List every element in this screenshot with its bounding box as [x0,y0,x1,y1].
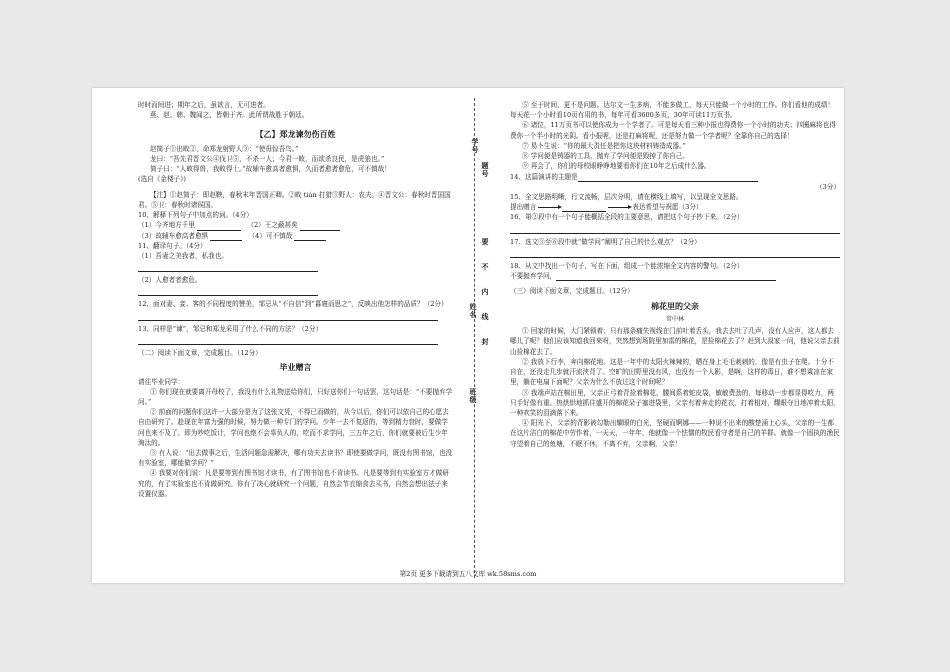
intro-line-1: 时时而间进；期年之后，虽欲言，无可进者。 [138,101,270,109]
essay1-para-4: ④ 我要对你们说：凡是要等到有图书馆才读书，有了图书馆也不肯读书。凡是要等到有实验室方才做研究的，有了实验室也不肯做研究。你有了决心就研究一个问题，自然会节衣缩食去买书，自然会想出法子来设置仪器。 [138,469,449,498]
essay2-para-1: ① 回家的时候，大门紧锁着；只有那条痛失视线在门前吐着舌头，我去去吐了几声，没有人应声，这人都去哪儿了呢？他们应该知道我回来呀，突然想到场院里加雷的棉花，是捡棉花去了？赶到大叔家一问，他说父亲去前山捡棉花去了。 [510,327,840,356]
q18-answer[interactable] [556,273,776,281]
yi-line-1: 赵简子①出畋②，命郑龙射野人③：“使毋惊吾鸟。” [150,144,299,153]
q10-answer-4[interactable] [294,233,326,241]
question-14: 14、这篇演讲的主题是 [510,172,840,182]
essay2-para-4: ④ 阳光下，父亲的背影被勾勒出耀眼的白光，坚硬而婀娜——一种说不出来的酸楚涌上心头，父亲的一生都在这片洁白的棉花中劳作着，一天天，一年年，他就像一个怯懦的牧民看守者是自己的羊群。就像一个固执的渔民守望着自己的鱼塘，不眠不休，不离不弃，父亲啊，父亲！ [510,419,840,448]
arrow-icon [538,207,560,208]
strip-label-feng: 封 [481,338,490,346]
strip-label-student-id: 学号 [471,138,480,154]
part-2-heading: （二）阅读下面文章，完成题目。（12分） [138,348,262,357]
strip-label-name: 姓名 [469,303,478,319]
q11-answer-line-2[interactable] [138,286,318,296]
q14-score: （3分） [816,182,840,191]
q10-item-1: （1）今齐地方千里 [138,221,195,230]
q12-answer-line[interactable] [138,311,438,321]
essay2-para-2: ② 我放下行李，奔向棉花地。这是一年中的太阳火辣辣的，晒在身上毛毛刺刺的，像是有虫子在爬。十分不自在，还没走几步就汗流浃背了。空旷的田野里没有风，也没有一个人影，是啊，这样的毒日，谁不想乘凉在家里，躺在电扇下面呢？父亲为什么不放过这个时间呢？ [510,357,835,387]
q18-answer-row: 不要抛弃学问， [510,271,840,281]
seal-line [474,98,475,578]
question-13: 13、同样是“谏”，邹忌和郑龙采用了什么不同的方法？（2分） [138,324,323,333]
essay-title-1: 毕业赠言 [279,363,312,373]
exam-page [92,88,844,583]
q10-row-1 [138,220,453,230]
binding-strip [446,88,506,583]
essay2-para-3: ③ 我端声站在棉田里，父亲正弓着背捡着棉花，腰间系着蛇皮袋，敏敏费劲的，每移动一步都显得吃力，两只手好像有重。热烘烘地抓住盛开的棉花朵子塞进袋里，父亲有着奔走的花衣，打着相对，耀眼夺目地冲着太阳，一种欢笑的泪滴落下来。 [510,388,840,417]
q14-answer[interactable] [578,174,758,182]
q17-answer-line[interactable] [510,248,840,258]
part-3-heading: （三）阅读下面文章，完成题目。（12分） [510,287,634,296]
strip-label-bu: 不 [481,263,490,271]
q10-item-4: （4）可不慎哉 [248,231,293,240]
q16-answer-line[interactable] [510,224,840,234]
strip-label-class: 班级 [469,388,478,404]
question-10: 10、解释下列句子中加点的词。（4分） [138,211,253,220]
q15-answer[interactable] [562,204,606,212]
strip-label-xian: 线 [481,313,490,321]
q10-answer-1[interactable] [197,223,241,231]
yi-line-2: 龙曰：“吾先君晋文公④伐卫⑤，不杀一人；今君一畋，而欲杀良民，是虎狼也。” [150,155,385,164]
question-18: 18、从文中找出一个句子，写在下面，组成一个能浓缩全文内容的警句。（2分） [510,261,744,270]
notes: 【注】①赵简子：即赵鞅，春秋末年晋国正卿。②畋 tián 打猎③野人：农夫。④晋文公：春秋时晋国国君。⑤卫：春秋时诸侯国。 [138,190,451,209]
question-12: 12、面对妻、妾、客的不同程度的赞美，邹忌从“不自信”到“暮寝而思之”，反映出他怎样的品质？（2分） [138,300,448,309]
q10-answer-2[interactable] [300,223,340,231]
strip-label-yao: 要 [481,238,490,246]
essay1-para-1: ① 你们现在就要离开母校了，我没有什么礼物送给你们，只好送你们一句话罢，这句话是：“不要抛弃学问。” [138,387,453,406]
question-15: 15、全文思路明晰，行文流畅，层次分明，请在横线上填写，以呈现全文思路。 [510,192,743,201]
q10-answer-3[interactable] [210,233,242,241]
left-column [138,100,453,499]
essay1-para-5: ⑤ 至于时间，更不是问题。达尔文一生多病，不能多做工，每天只能做一个小时的工作。你们看他的成绩！每天花一个小时看10页有用的书，每年可看3600多页，30年可读11万页书。 [510,101,835,120]
essay1-para-6: ⑥ 诸位，11万页书可以使你成为一个学者了。可是每天看三种小报也得费你一个小时的功夫；四圈麻将也得费你一个半小时的光阴。看小报呢，还是打麻将呢，还是努力做一个学者呢？全靠你自己的选择！ [510,121,836,140]
q15-flow: 提出赠言 表达希望与祝愿（3分） [510,203,703,212]
strip-label-nei: 内 [481,288,490,296]
q10-item-2: （2）王之蔽甚矣 [247,221,298,230]
arrow-icon [608,207,630,208]
q11-sentence-1: （1）吾妻之美我者，私我也。 [138,252,228,261]
page-footer: 第2页 更多下载请到五八文库 wk.58sms.com [399,570,537,578]
essay1-para-3: ③ 有人说：“出去做事之后，生活问题急需解决，哪有功夫去读书？即使要做学问，既没有图书馆，也没有实验室，哪能做学问？” [138,449,453,468]
essay1-para-8: ⑧ 学问便是铸器的工具，抛弃了学问便是毁掉了你自己。 [522,152,689,161]
q13-answer-line[interactable] [138,335,438,345]
strip-label-question-no: 题号 [481,162,490,178]
question-11: 11、翻译句子。（4分） [138,241,207,250]
q10-item-3: （3）故辅车愈高者愈惧 [138,231,209,240]
yi-line-3: 简子曰：“人畋得兽，我畋得士。”故辅车愈高者愈惧，久而者愈者愈危，可不慎哉！ [150,165,391,174]
essay1-para-7: ⑦ 易卜生说：“你的最大责任是把你这块材料铸造成器。” [522,141,686,150]
q11-sentence-2: （2）人愈者者愈危。 [138,276,202,285]
q10-row-2 [138,231,453,241]
yi-source: (选自《金楼子》) [138,175,187,184]
essay-title-2: 棉花里的父亲 [651,301,699,311]
question-17: 17、选文③至⑥段中就“做学问”阐明了自己的什么观点？（2分） [510,237,701,246]
right-column [510,100,840,449]
essay1-para-2: ② 前面的问题你们这许一大部分是为了这张文凭，不得已而做的，从今以后，你们可以依自己的心愿去自由研究了。趁现在年富力强的时候，努力做一种专门的学问。少年一去不复返的，等到精力衰时，要做学问也来不及了。即为吵吃饭计，学问也绝不会辜负人的，吃而不求学问，三五年之后，你们就要被后生少年淘汰的。 [138,408,449,447]
section-yi-title: 【乙】郑龙谏勿伤百姓 [255,130,336,140]
intro-line-2: 燕、赵、韩、魏闻之，皆朝于齐。此所谓战胜于朝廷。 [150,111,309,120]
essay2-author: 常中林 [665,315,684,323]
q11-answer-line-1[interactable] [138,262,318,272]
essay1-para-9: ⑨ 再会了，你们的母校眼睁睁地要看你们在10年之后成什么器。 [522,162,711,171]
essay1-salutation: 请往毕业同学： [138,377,185,386]
question-16: 16、第②段中有一个句子能概括全段的主要意思，请把这个句子抄下来。（2分） [510,213,744,222]
